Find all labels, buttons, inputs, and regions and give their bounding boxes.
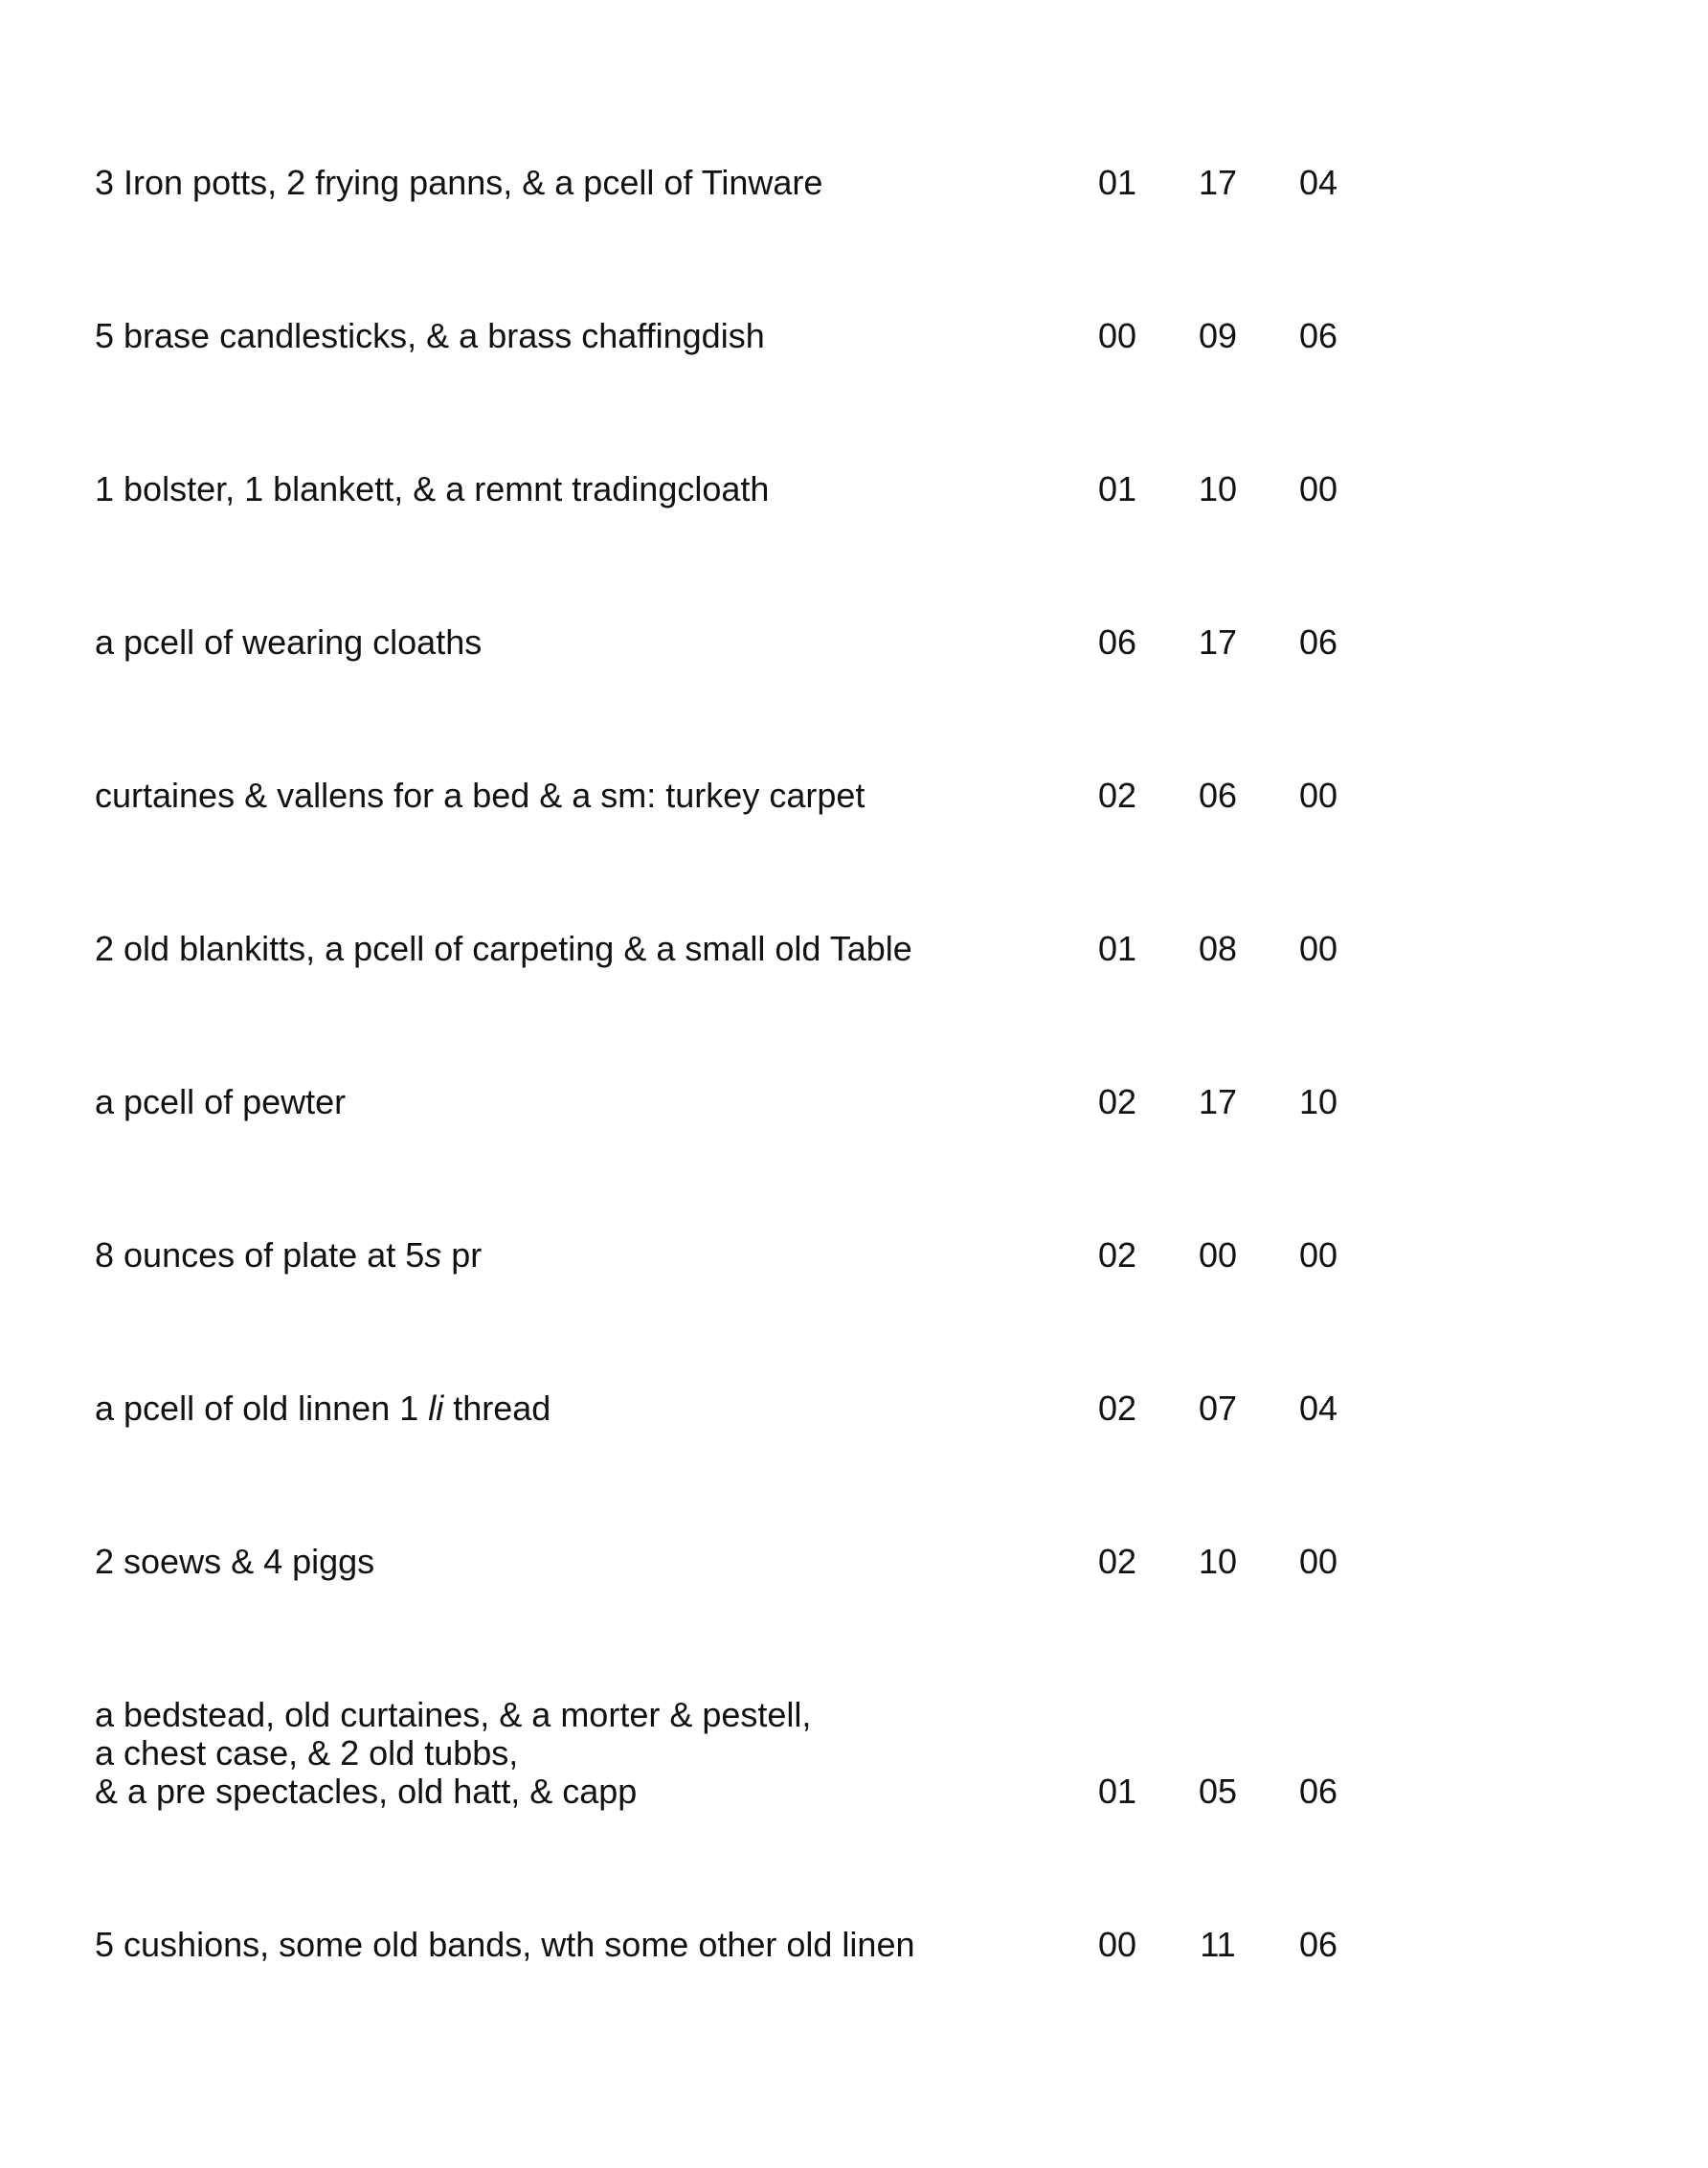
amount-shillings: 17 bbox=[1198, 163, 1238, 202]
amount-pounds: 01 bbox=[1097, 1772, 1137, 1811]
amount-shillings: 06 bbox=[1198, 776, 1238, 815]
item-description: 2 old blankitts, a pcell of carpeting & a small old Table bbox=[95, 929, 912, 968]
amount-shillings: 05 bbox=[1198, 1772, 1238, 1811]
amount-pence: 06 bbox=[1298, 1925, 1338, 1964]
item-description-line: a bedstead, old curtaines, & a morter & pestell, bbox=[95, 1695, 812, 1734]
amount-pence: 06 bbox=[1298, 1772, 1338, 1811]
amount-pounds: 02 bbox=[1097, 776, 1137, 815]
item-description: 1 bolster, 1 blankett, & a remnt tradingcloath bbox=[95, 469, 770, 508]
item-description: 2 soews & 4 piggs bbox=[95, 1542, 375, 1581]
amount-pence: 00 bbox=[1298, 469, 1338, 508]
amount-pence: 06 bbox=[1298, 316, 1338, 355]
amount-shillings: 10 bbox=[1198, 1542, 1238, 1581]
item-description-abbrev: li bbox=[428, 1389, 444, 1428]
item-description: a pcell of pewter bbox=[95, 1082, 347, 1121]
amount-pounds: 02 bbox=[1097, 1542, 1137, 1581]
amount-pence: 00 bbox=[1298, 1542, 1338, 1581]
item-description: curtaines & vallens for a bed & a sm: turkey carpet bbox=[95, 776, 865, 815]
amount-pence: 04 bbox=[1298, 163, 1338, 202]
amount-shillings: 08 bbox=[1198, 929, 1238, 968]
amount-pounds: 00 bbox=[1097, 1925, 1137, 1964]
amount-shillings: 17 bbox=[1198, 622, 1238, 662]
item-description-text: a pcell of old linnen 1 bbox=[95, 1389, 429, 1428]
item-description-text: thread bbox=[443, 1389, 551, 1428]
amount-shillings: 09 bbox=[1198, 316, 1238, 355]
amount-pounds: 01 bbox=[1097, 929, 1137, 968]
item-description bbox=[95, 1389, 1052, 1428]
item-description-text: pr bbox=[441, 1235, 483, 1275]
amount-pence: 10 bbox=[1298, 1082, 1338, 1121]
amount-pence: 00 bbox=[1298, 776, 1338, 815]
amount-pounds: 00 bbox=[1097, 316, 1137, 355]
item-description-line: & a pre spectacles, old hatt, & capp bbox=[95, 1772, 638, 1811]
amount-pence: 06 bbox=[1298, 622, 1338, 662]
item-description: 5 cushions, some old bands, wth some other old linen bbox=[95, 1925, 915, 1964]
amount-pounds: 02 bbox=[1097, 1235, 1137, 1275]
amount-pounds: 02 bbox=[1097, 1389, 1137, 1428]
amount-shillings: 00 bbox=[1198, 1235, 1238, 1275]
item-description-line: a chest case, & 2 old tubbs, bbox=[95, 1733, 519, 1773]
amount-pounds: 01 bbox=[1097, 469, 1137, 508]
amount-pounds: 06 bbox=[1097, 622, 1137, 662]
item-description: 3 Iron potts, 2 frying panns, & a pcell of Tinware bbox=[95, 163, 823, 202]
amount-pounds: 02 bbox=[1097, 1082, 1137, 1121]
amount-shillings: 11 bbox=[1200, 1925, 1236, 1964]
item-description: a pcell of wearing cloaths bbox=[95, 622, 483, 662]
item-description bbox=[95, 1236, 1052, 1275]
item-description bbox=[95, 1696, 1052, 1811]
item-description-text: 8 ounces of plate at 5 bbox=[95, 1235, 425, 1275]
amount-pounds: 01 bbox=[1097, 163, 1137, 202]
amount-shillings: 07 bbox=[1198, 1389, 1238, 1428]
amount-pence: 00 bbox=[1298, 1235, 1338, 1275]
amount-shillings: 17 bbox=[1198, 1082, 1238, 1121]
amount-pence: 04 bbox=[1298, 1389, 1338, 1428]
item-description-abbrev: s bbox=[424, 1235, 442, 1275]
amount-shillings: 10 bbox=[1198, 469, 1238, 508]
amount-pence: 00 bbox=[1298, 929, 1338, 968]
item-description: 5 brase candlesticks, & a brass chaffingdish bbox=[95, 316, 765, 355]
